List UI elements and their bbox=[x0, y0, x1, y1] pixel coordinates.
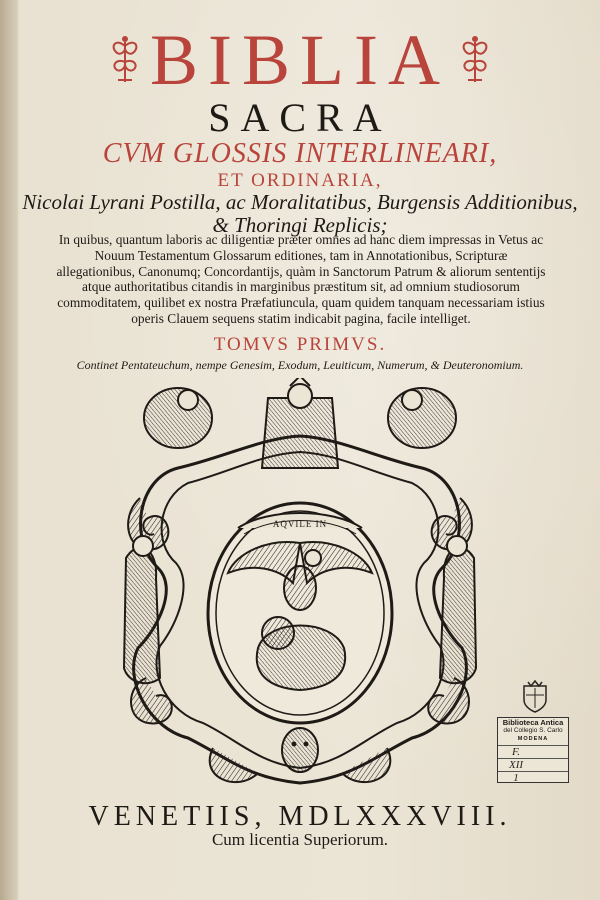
imprint-license: Cum licentia Superiorum. bbox=[211, 830, 389, 849]
title-ordinaria: ET ORDINARIA, bbox=[217, 170, 383, 191]
stamp-number-value: 1 bbox=[513, 772, 519, 784]
woodcut-enthroned-figure bbox=[262, 378, 338, 468]
stamp-shelf-value: F. bbox=[511, 746, 521, 758]
library-crest-icon bbox=[520, 678, 550, 714]
description-paragraph: In quibus, quantum laboris ac diligentiæ præter omnes ad hanc diem impressas in Vetus ac Nouum Testamentum Glossarum editiones, tam in Annotationibus, Scripturæ allegationibus, Canonumq; Concordantijs, quàm in Sanctorum Patrum & aliorum sententijs atque authoritatibus citandis in marginibus præstitum sit, ad omnium studiosorum commoditatem, quilibet ex nostra Præfatiuncula, quam quidem tanquam necessariam istius operis Clauem sequens statim indicabit pagina, facile intelliget. bbox=[56, 232, 546, 326]
title-sacra: SACRA bbox=[208, 95, 392, 140]
stamp-shelf-row bbox=[498, 745, 568, 758]
volume-heading: TOMVS PRIMVS. bbox=[213, 334, 387, 355]
stamp-college-name: del Collegio S. Carlo bbox=[503, 727, 563, 734]
stamp-library-name: Biblioteca Antica bbox=[502, 718, 564, 727]
stamp-number-row bbox=[498, 771, 568, 784]
imprint-city-date: VENETIIS, MDLXXXVIII. bbox=[88, 801, 512, 832]
library-ownership-stamp bbox=[497, 717, 569, 783]
woodcut-mask-ornament bbox=[282, 728, 318, 772]
title-glossis: CVM GLOSSIS INTERLINEARI, bbox=[102, 138, 498, 169]
subtitle-lyrani: Nicolai Lyrani Postilla, ac Moralitatibus, Burgensis Additionibus, bbox=[22, 190, 578, 214]
stamp-row-row bbox=[498, 758, 568, 771]
main-title bbox=[0, 22, 600, 98]
woodcut-banner-text: AQVILE IN bbox=[272, 519, 328, 529]
printers-device-woodcut bbox=[118, 378, 482, 798]
subtitle-thoringi: & Thoringi Replicis; bbox=[212, 213, 388, 237]
stamp-city: MODENA bbox=[517, 736, 549, 742]
title-biblia: BIBLIA bbox=[150, 20, 450, 100]
contents-line: Continet Pentateuchum, nempe Genesim, Exodum, Leuiticum, Numerum, & Deuteronomium. bbox=[76, 358, 524, 372]
stamp-row-value: XII bbox=[508, 759, 524, 771]
